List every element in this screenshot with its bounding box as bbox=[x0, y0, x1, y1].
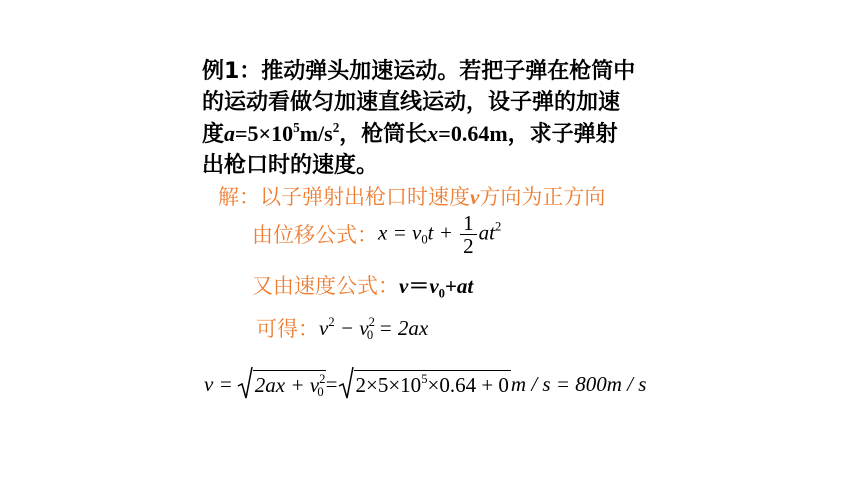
result-formula: $v^2 - v^2_0 = 2ax$ bbox=[319, 314, 429, 342]
problem-line-1: 例1：推动弹头加速运动。若把子弹在枪筒中 bbox=[202, 59, 636, 84]
final-formula: v = $2ax + v^2_0$ = $2\times 5\times 10^5\times 0.64 + 0$ m / s = 800m / s bbox=[204, 370, 646, 398]
sqrt-1: $2ax + v^2_0$ bbox=[237, 370, 326, 398]
problem-line-3: 度$a=5\times 10^5m/s^2$，枪筒长x=0.64m，求子弹射 bbox=[202, 119, 618, 147]
displacement-label: 由位移公式： bbox=[252, 223, 378, 247]
solution-intro: 解：以子弹射出枪口时速度v方向为正方向 bbox=[218, 185, 606, 209]
problem-line-2: 的运动看做匀加速直线运动，设子弹的加速 bbox=[202, 90, 621, 115]
displacement-formula: $x = v_0t$ + $\frac{1}{2}$ $at^2$ bbox=[378, 210, 502, 258]
problem-statement bbox=[202, 56, 702, 181]
velocity-formula: $v=v_0+at$ bbox=[399, 274, 474, 301]
displacement-formula-row bbox=[252, 206, 501, 262]
result-label: 可得： bbox=[256, 317, 319, 341]
result-formula-row bbox=[256, 313, 428, 343]
problem-line-4: 出枪口时的速度。 bbox=[202, 153, 379, 178]
velocity-label: 又由速度公式： bbox=[252, 274, 399, 298]
velocity-formula-row bbox=[252, 270, 473, 300]
sqrt-2: $2\times 5\times 10^5\times 0.64 + 0$ bbox=[338, 370, 511, 398]
